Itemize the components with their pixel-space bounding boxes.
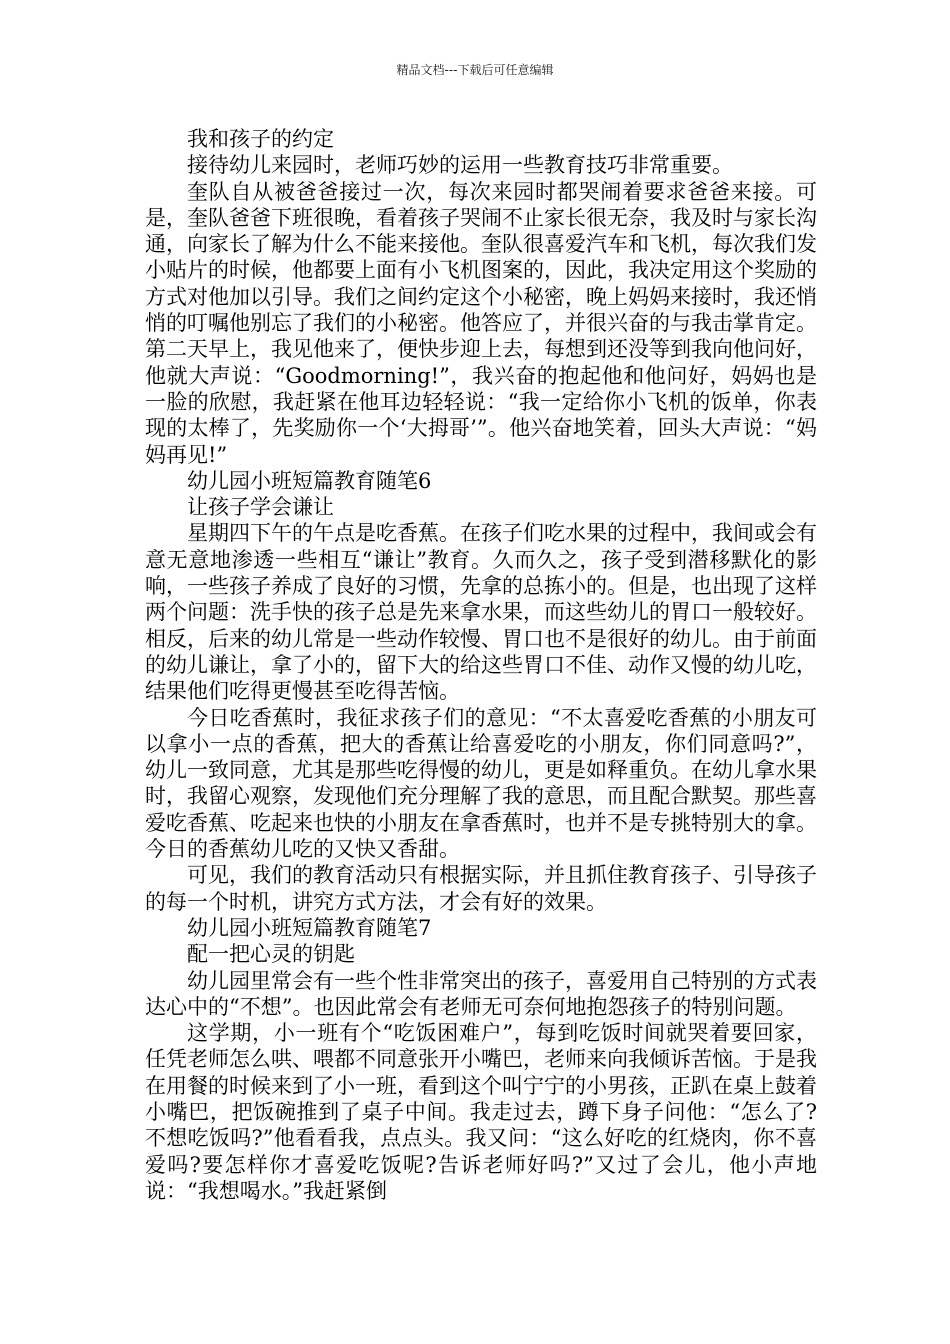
section-heading: 幼儿园小班短篇教育随笔7 [187,915,432,940]
paragraph: 可见，我们的教育活动只有根据实际，并且抓住教育孩子、引导孩子的每一个时机，讲究方式方法，才会有好的效果。 [145,863,817,914]
paragraph: 今日吃香蕉时，我征求孩子们的意见：“不太喜爱吃香蕉的小朋友可以拿小一点的香蕉，把大的香蕉让给喜爱吃的小朋友，你们同意吗?”，幼儿一致同意，尤其是那些吃得慢的幼儿，更是如释重负。在幼儿拿水果时，我留心观察，发现他们充分理解了我的意思，而且配合默契。那些喜爱吃香蕉、吃起来也快的小朋友在拿香蕉时，也并不是专挑特别大的拿。今日的香蕉幼儿吃的又快又香甜。 [145,705,817,862]
section-title: 配一把心灵的钥匙 [187,942,355,967]
paragraph: 接待幼儿来园时，老师巧妙的运用一些教育技巧非常重要。 [187,153,733,178]
paragraph: 这学期，小一班有个“吃饭困难户”，每到吃饭时间就哭着要回家，任凭老师怎么哄、喂都不同意张开小嘴巴，老师来向我倾诉苦恼。于是我在用餐的时候来到了小一班，看到这个叫宁宁的小男孩，正趴在桌上鼓着小嘴巴，把饭碗推到了桌子中间。我走过去，蹲下身子问他：“怎么了?不想吃饭吗?”他看看我，点点头。我又问：“这么好吃的红烧肉，你不喜爱吗?要怎样你才喜爱吃饭呢?告诉老师好吗?”又过了会儿，他小声地说：“我想喝水。”我赶紧倒 [145,1021,817,1203]
paragraph: 奎队自从被爸爸接过一次，每次来园时都哭闹着要求爸爸来接。可是，奎队爸爸下班很晚，看着孩子哭闹不止家长很无奈，我及时与家长沟通，向家长了解为什么不能来接他。奎队很喜爱汽车和飞机，每次我们发小贴片的时候，他都要上面有小飞机图案的，因此，我决定用这个奖励的方式对他加以引导。我们之间约定这个小秘密，晚上妈妈来接时，我还悄悄的叮嘱他别忘了我们的小秘密。他答应了，并很兴奋的与我击掌肯定。第二天早上，我见他来了，便快步迎上去，每想到还没等到我向他问好，他就大声说：“Goodmorning!”，我兴奋的抱起他和他问好，妈妈也是一脸的欣慰，我赶紧在他耳边轻轻说：“我一定给你小飞机的饭单，你表现的太棒了，先奖励你一个‘大拇哥’”。他兴奋地笑着，回头大声说：“妈妈再见!” [145,179,817,467]
document-body [145,126,817,1204]
page-header: 精品文档---下载后可任意编辑 [396,63,554,77]
section-title: 让孩子学会谦让 [187,495,334,520]
paragraph: 星期四下午的午点是吃香蕉。在孩子们吃水果的过程中，我间或会有意无意地渗透一些相互“谦让”教育。久而久之，孩子受到潜移默化的影响，一些孩子养成了良好的习惯，先拿的总拣小的。但是，也出现了这样两个问题：洗手快的孩子总是先来拿水果，而这些幼儿的胃口一般较好。相反，后来的幼儿常是一些动作较慢、胃口也不是很好的幼儿。由于前面的幼儿谦让，拿了小的，留下大的给这些胃口不佳、动作又慢的幼儿吃，结果他们吃得更慢甚至吃得苦恼。 [145,521,817,704]
section-heading: 幼儿园小班短篇教育随笔6 [187,468,432,493]
section-title: 我和孩子的约定 [187,127,334,151]
paragraph: 幼儿园里常会有一些个性非常突出的孩子，喜爱用自己特别的方式表达心中的“不想”。也因此常会有老师无可奈何地抱怨孩子的特别问题。 [145,968,817,1019]
